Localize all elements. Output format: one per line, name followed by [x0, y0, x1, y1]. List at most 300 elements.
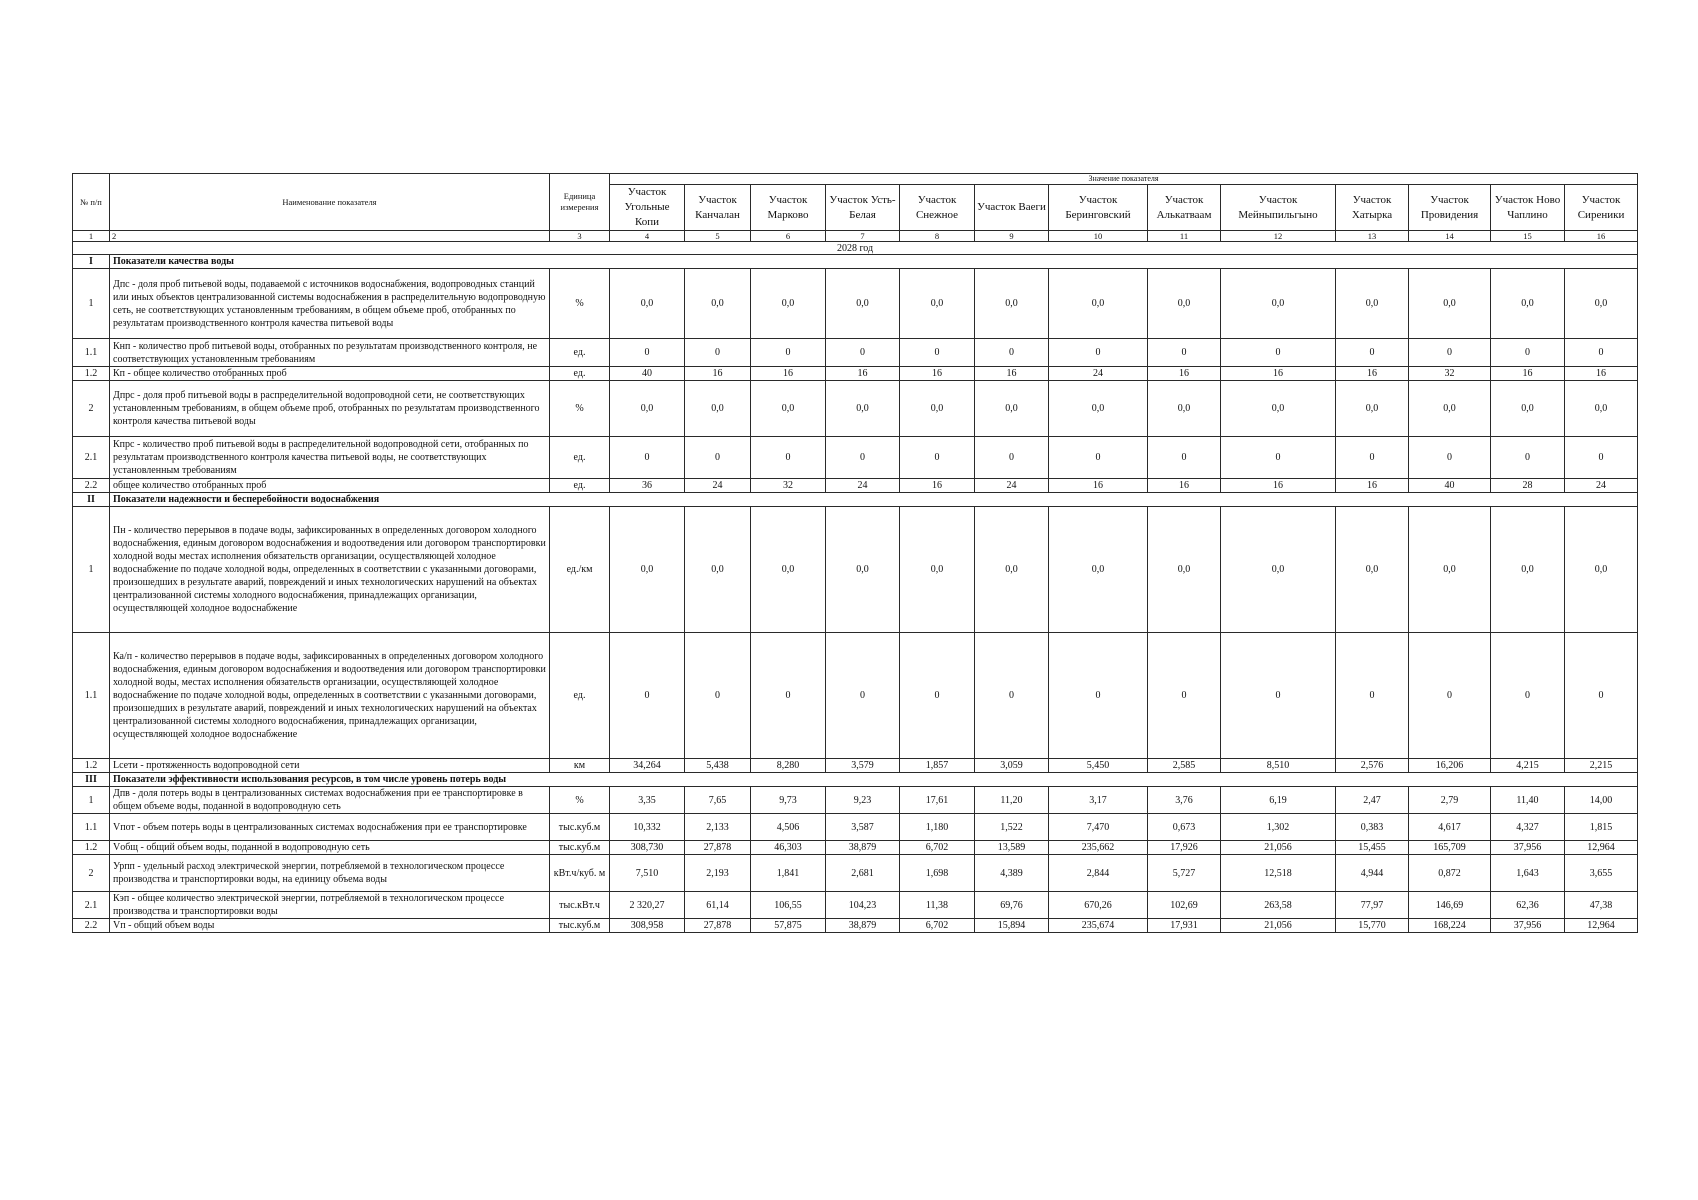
indicator-name: Дпс - доля проб питьевой воды, подаваемой с источников водоснабжения, водопроводных станций или иных объектов централизованной системы водоснабжения в распределительную водопроводную сеть, не соответствующих установленным требованиям, в общем объеме проб, отобранных по результатам производственного контроля качества питьевой воды — [110, 269, 550, 339]
indicator-name: общее количество отобранных проб — [110, 479, 550, 493]
header-unit: Единица измерения — [550, 174, 610, 231]
value-cell: 16,206 — [1409, 759, 1491, 773]
value-cell: 0 — [1565, 437, 1638, 479]
value-cell: 61,14 — [685, 892, 751, 919]
value-cell: 0,0 — [900, 269, 975, 339]
column-number: 4 — [610, 231, 685, 242]
indicator-name: Кп - общее количество отобранных проб — [110, 367, 550, 381]
value-cell: 16 — [751, 367, 826, 381]
row-number: 1 — [73, 507, 110, 633]
section-title: Показатели качества воды — [110, 255, 1638, 269]
value-cell: 3,76 — [1148, 787, 1221, 814]
column-header: Участок Усть-Белая — [826, 185, 900, 231]
value-cell: 37,956 — [1491, 919, 1565, 933]
value-cell: 1,815 — [1565, 814, 1638, 841]
value-cell: 27,878 — [685, 841, 751, 855]
value-cell: 16 — [1148, 479, 1221, 493]
value-cell: 24 — [1049, 367, 1148, 381]
value-cell: 0 — [1148, 437, 1221, 479]
value-cell: 0 — [1565, 633, 1638, 759]
column-number: 13 — [1336, 231, 1409, 242]
value-cell: 0,0 — [1491, 381, 1565, 437]
value-cell: 0,0 — [1148, 269, 1221, 339]
indicator-unit: кВт.ч/куб. м — [550, 855, 610, 892]
value-cell: 3,17 — [1049, 787, 1148, 814]
value-cell: 5,438 — [685, 759, 751, 773]
indicator-name: Дпрс - доля проб питьевой воды в распределительной водопроводной сети, не соответствующих установленным требованиям, в общем объеме проб, отобранных по результатам производственного контроля качества питьевой воды — [110, 381, 550, 437]
row-number: 1.1 — [73, 633, 110, 759]
value-cell: 28 — [1491, 479, 1565, 493]
value-cell: 0 — [1049, 437, 1148, 479]
column-number: 6 — [751, 231, 826, 242]
column-number: 15 — [1491, 231, 1565, 242]
table-row — [73, 841, 1638, 855]
value-cell: 4,506 — [751, 814, 826, 841]
value-cell: 12,964 — [1565, 841, 1638, 855]
value-cell: 1,522 — [975, 814, 1049, 841]
value-cell: 2,585 — [1148, 759, 1221, 773]
section-row — [73, 493, 1638, 507]
table-row — [73, 269, 1638, 339]
header-num: № п/п — [73, 174, 110, 231]
value-cell: 0,0 — [900, 381, 975, 437]
indicator-unit: тыс.куб.м — [550, 841, 610, 855]
value-cell: 0,0 — [751, 507, 826, 633]
column-header: Участок Беринговский — [1049, 185, 1148, 231]
value-cell: 0,0 — [1221, 381, 1336, 437]
column-number: 9 — [975, 231, 1049, 242]
value-cell: 0,0 — [1409, 507, 1491, 633]
value-cell: 0 — [1409, 437, 1491, 479]
value-cell: 0 — [900, 437, 975, 479]
value-cell: 17,926 — [1148, 841, 1221, 855]
indicator-name: Урпп - удельный расход электрической энергии, потребляемой в технологическом процессе производства и транспортировки воды, на единицу объема воды — [110, 855, 550, 892]
indicator-name: Vпот - объем потерь воды в централизованных системах водоснабжения при ее транспортировке — [110, 814, 550, 841]
value-cell: 0,0 — [685, 381, 751, 437]
value-cell: 102,69 — [1148, 892, 1221, 919]
value-cell: 0,0 — [1565, 507, 1638, 633]
value-cell: 0 — [751, 437, 826, 479]
value-cell: 36 — [610, 479, 685, 493]
value-cell: 0 — [826, 633, 900, 759]
value-cell: 263,58 — [1221, 892, 1336, 919]
value-cell: 7,65 — [685, 787, 751, 814]
value-cell: 168,224 — [1409, 919, 1491, 933]
value-cell: 146,69 — [1409, 892, 1491, 919]
value-cell: 21,056 — [1221, 841, 1336, 855]
value-cell: 2,47 — [1336, 787, 1409, 814]
indicator-name: Vп - общий объем воды — [110, 919, 550, 933]
value-cell: 16 — [1148, 367, 1221, 381]
value-cell: 0,0 — [1336, 507, 1409, 633]
indicator-unit: ед. — [550, 479, 610, 493]
table-row — [73, 814, 1638, 841]
value-cell: 1,302 — [1221, 814, 1336, 841]
value-cell: 0 — [685, 339, 751, 367]
indicator-unit: ед. — [550, 339, 610, 367]
value-cell: 1,857 — [900, 759, 975, 773]
value-cell: 235,662 — [1049, 841, 1148, 855]
value-cell: 16 — [900, 479, 975, 493]
value-cell: 670,26 — [1049, 892, 1148, 919]
value-cell: 0 — [1148, 339, 1221, 367]
indicator-unit: ед. — [550, 633, 610, 759]
value-cell: 7,510 — [610, 855, 685, 892]
value-cell: 0 — [685, 633, 751, 759]
value-cell: 3,587 — [826, 814, 900, 841]
value-cell: 0 — [685, 437, 751, 479]
table-row — [73, 855, 1638, 892]
indicator-name: Ка/п - количество перерывов в подаче воды, зафиксированных в определенных договором холодного водоснабжения, единым договором водоснабжения и водоотведения или договором транспортировки холодной воды, местах исполнения обязательств организации, осуществляющей холодное водоснабжение по подаче холодной воды, определенных в соответствии с указанными договорами, произошедших в результате аварий, повреждений и иных технологических нарушений на объектах централизованной системы холодного водоснабжения, принадлежащих организации, осуществляющей холодное водоснабжение — [110, 633, 550, 759]
column-number: 3 — [550, 231, 610, 242]
value-cell: 57,875 — [751, 919, 826, 933]
value-cell: 0 — [751, 339, 826, 367]
value-cell: 0,0 — [1049, 269, 1148, 339]
table-row — [73, 367, 1638, 381]
value-cell: 0,383 — [1336, 814, 1409, 841]
value-cell: 9,23 — [826, 787, 900, 814]
value-cell: 0 — [1336, 437, 1409, 479]
value-cell: 16 — [1491, 367, 1565, 381]
value-cell: 0,673 — [1148, 814, 1221, 841]
column-number: 14 — [1409, 231, 1491, 242]
value-cell: 12,964 — [1565, 919, 1638, 933]
value-cell: 0,0 — [1221, 269, 1336, 339]
indicators-table — [72, 173, 1638, 933]
value-cell: 0 — [1565, 339, 1638, 367]
value-cell: 0 — [975, 633, 1049, 759]
value-cell: 0,0 — [610, 381, 685, 437]
value-cell: 165,709 — [1409, 841, 1491, 855]
row-number: 1 — [73, 269, 110, 339]
value-cell: 16 — [1565, 367, 1638, 381]
row-number: 1.1 — [73, 814, 110, 841]
column-number: 2 — [110, 231, 550, 242]
value-cell: 0 — [610, 339, 685, 367]
section-row — [73, 773, 1638, 787]
table-row — [73, 919, 1638, 933]
value-cell: 1,643 — [1491, 855, 1565, 892]
year-label: 2028 год — [73, 242, 1638, 255]
value-cell: 16 — [1221, 479, 1336, 493]
value-cell: 0 — [975, 339, 1049, 367]
value-cell: 32 — [751, 479, 826, 493]
indicator-unit: тыс.кВт.ч — [550, 892, 610, 919]
value-cell: 1,698 — [900, 855, 975, 892]
column-header: Участок Ваеги — [975, 185, 1049, 231]
value-cell: 16 — [1336, 479, 1409, 493]
value-cell: 14,00 — [1565, 787, 1638, 814]
value-cell: 0,0 — [1491, 507, 1565, 633]
value-cell: 2,133 — [685, 814, 751, 841]
value-cell: 62,36 — [1491, 892, 1565, 919]
row-number: 1.2 — [73, 841, 110, 855]
value-cell: 34,264 — [610, 759, 685, 773]
value-cell: 0,0 — [1049, 381, 1148, 437]
column-number: 12 — [1221, 231, 1336, 242]
value-cell: 0,0 — [1409, 381, 1491, 437]
value-cell: 0,0 — [685, 507, 751, 633]
table-row — [73, 759, 1638, 773]
value-cell: 2,844 — [1049, 855, 1148, 892]
column-number: 5 — [685, 231, 751, 242]
value-cell: 15,770 — [1336, 919, 1409, 933]
value-cell: 11,40 — [1491, 787, 1565, 814]
row-number: 1.2 — [73, 759, 110, 773]
column-number: 11 — [1148, 231, 1221, 242]
value-cell: 3,35 — [610, 787, 685, 814]
table-row — [73, 437, 1638, 479]
value-cell: 0 — [975, 437, 1049, 479]
row-number: 2.2 — [73, 479, 110, 493]
row-number: 2.1 — [73, 437, 110, 479]
value-cell: 0,0 — [1148, 507, 1221, 633]
value-cell: 0 — [826, 437, 900, 479]
value-cell: 0 — [1409, 633, 1491, 759]
table-row — [73, 339, 1638, 367]
value-cell: 21,056 — [1221, 919, 1336, 933]
value-cell: 0,0 — [1491, 269, 1565, 339]
value-cell: 3,655 — [1565, 855, 1638, 892]
value-cell: 0,0 — [1221, 507, 1336, 633]
value-cell: 2,576 — [1336, 759, 1409, 773]
indicator-unit: тыс.куб.м — [550, 814, 610, 841]
section-number: I — [73, 255, 110, 269]
value-cell: 0,0 — [751, 269, 826, 339]
table-row — [73, 479, 1638, 493]
value-cell: 37,956 — [1491, 841, 1565, 855]
value-cell: 0,0 — [685, 269, 751, 339]
value-cell: 0 — [1336, 339, 1409, 367]
value-cell: 0,0 — [975, 269, 1049, 339]
value-cell: 11,20 — [975, 787, 1049, 814]
section-title: Показатели эффективности использования ресурсов, в том числе уровень потерь воды — [110, 773, 1638, 787]
value-cell: 24 — [975, 479, 1049, 493]
value-cell: 3,059 — [975, 759, 1049, 773]
value-cell: 0,0 — [975, 507, 1049, 633]
value-cell: 77,97 — [1336, 892, 1409, 919]
value-cell: 0,0 — [1148, 381, 1221, 437]
value-cell: 16 — [975, 367, 1049, 381]
row-number: 2 — [73, 855, 110, 892]
value-cell: 1,841 — [751, 855, 826, 892]
value-cell: 0 — [1148, 633, 1221, 759]
value-cell: 15,455 — [1336, 841, 1409, 855]
value-cell: 16 — [1049, 479, 1148, 493]
value-cell: 0,872 — [1409, 855, 1491, 892]
value-cell: 16 — [900, 367, 975, 381]
value-cell: 16 — [1336, 367, 1409, 381]
column-number: 16 — [1565, 231, 1638, 242]
value-cell: 0,0 — [1336, 381, 1409, 437]
value-cell: 0,0 — [610, 269, 685, 339]
value-cell: 46,303 — [751, 841, 826, 855]
value-cell: 0 — [1491, 633, 1565, 759]
indicator-unit: % — [550, 269, 610, 339]
row-number: 1.1 — [73, 339, 110, 367]
value-cell: 308,730 — [610, 841, 685, 855]
value-cell: 0 — [1491, 339, 1565, 367]
value-cell: 308,958 — [610, 919, 685, 933]
header-values: Значение показателя — [610, 174, 1638, 185]
value-cell: 0,0 — [1336, 269, 1409, 339]
value-cell: 0,0 — [975, 381, 1049, 437]
value-cell: 0 — [826, 339, 900, 367]
column-header: Участок Алькатваам — [1148, 185, 1221, 231]
value-cell: 2,193 — [685, 855, 751, 892]
value-cell: 40 — [1409, 479, 1491, 493]
indicator-name: Lсети - протяженность водопроводной сети — [110, 759, 550, 773]
value-cell: 15,894 — [975, 919, 1049, 933]
value-cell: 6,19 — [1221, 787, 1336, 814]
value-cell: 0 — [1221, 339, 1336, 367]
value-cell: 27,878 — [685, 919, 751, 933]
value-cell: 0,0 — [1049, 507, 1148, 633]
value-cell: 0 — [751, 633, 826, 759]
value-cell: 13,589 — [975, 841, 1049, 855]
indicator-name: Кэп - общее количество электрической энергии, потребляемой в технологическом процессе производства и транспортировки воды — [110, 892, 550, 919]
column-number: 10 — [1049, 231, 1148, 242]
indicator-unit: ед. — [550, 437, 610, 479]
value-cell: 0,0 — [826, 381, 900, 437]
value-cell: 235,674 — [1049, 919, 1148, 933]
table-row — [73, 381, 1638, 437]
column-header: Участок Сиреники — [1565, 185, 1638, 231]
value-cell: 4,389 — [975, 855, 1049, 892]
column-number-row — [73, 231, 1638, 242]
value-cell: 0 — [610, 633, 685, 759]
column-header: Участок Ново Чаплино — [1491, 185, 1565, 231]
value-cell: 17,931 — [1148, 919, 1221, 933]
indicator-name: Пн - количество перерывов в подаче воды, зафиксированных в определенных договором холодного водоснабжения, единым договором водоснабжения и водоотведения или договором транспортировки холодной воды местах исполнения обязательств организации, осуществляющей холодное водоснабжение по подаче холодной воды, определенных в соответствии с указанными договорами, произошедших в результате аварий, повреждений и иных технологических нарушений на объектах централизованной системы холодного водоснабжения, принадлежащих организации, осуществляющей холодное водоснабжение — [110, 507, 550, 633]
section-number: II — [73, 493, 110, 507]
column-header: Участок Марково — [751, 185, 826, 231]
value-cell: 4,215 — [1491, 759, 1565, 773]
indicator-name: Дпв - доля потерь воды в централизованных системах водоснабжения при ее транспортировке в общем объеме воды, поданной в водопроводную сеть — [110, 787, 550, 814]
value-cell: 16 — [1221, 367, 1336, 381]
value-cell: 0 — [1221, 437, 1336, 479]
indicator-name: Кпрс - количество проб питьевой воды в распределительной водопроводной сети, отобранных по результатам производственного контроля качества питьевой воды, не соответствующих установленным требованиям — [110, 437, 550, 479]
value-cell: 69,76 — [975, 892, 1049, 919]
indicator-unit: % — [550, 787, 610, 814]
value-cell: 24 — [685, 479, 751, 493]
value-cell: 10,332 — [610, 814, 685, 841]
value-cell: 16 — [685, 367, 751, 381]
column-header: Участок Провидения — [1409, 185, 1491, 231]
table-row — [73, 787, 1638, 814]
value-cell: 0 — [900, 633, 975, 759]
value-cell: 2 320,27 — [610, 892, 685, 919]
row-number: 2.1 — [73, 892, 110, 919]
header-name: Наименование показателя — [110, 174, 550, 231]
value-cell: 32 — [1409, 367, 1491, 381]
value-cell: 38,879 — [826, 841, 900, 855]
indicator-unit: тыс.куб.м — [550, 919, 610, 933]
section-title: Показатели надежности и бесперебойности водоснабжения — [110, 493, 1638, 507]
value-cell: 12,518 — [1221, 855, 1336, 892]
value-cell: 38,879 — [826, 919, 900, 933]
value-cell: 0 — [1049, 633, 1148, 759]
value-cell: 4,617 — [1409, 814, 1491, 841]
value-cell: 4,327 — [1491, 814, 1565, 841]
value-cell: 17,61 — [900, 787, 975, 814]
value-cell: 0,0 — [826, 269, 900, 339]
value-cell: 106,55 — [751, 892, 826, 919]
indicator-name: Кнп - количество проб питьевой воды, отобранных по результатам производственного контроля, не соответствующих установленным требованиям — [110, 339, 550, 367]
value-cell: 0 — [1221, 633, 1336, 759]
indicator-unit: ед. — [550, 367, 610, 381]
indicator-unit: % — [550, 381, 610, 437]
value-cell: 0,0 — [1565, 269, 1638, 339]
row-number: 2 — [73, 381, 110, 437]
section-number: III — [73, 773, 110, 787]
value-cell: 5,727 — [1148, 855, 1221, 892]
section-row — [73, 255, 1638, 269]
value-cell: 0 — [1409, 339, 1491, 367]
column-number: 7 — [826, 231, 900, 242]
indicator-unit: ед./км — [550, 507, 610, 633]
value-cell: 0 — [1049, 339, 1148, 367]
value-cell: 2,215 — [1565, 759, 1638, 773]
table-body — [73, 174, 1638, 933]
row-number: 1.2 — [73, 367, 110, 381]
value-cell: 0 — [900, 339, 975, 367]
value-cell: 2,79 — [1409, 787, 1491, 814]
value-cell: 24 — [1565, 479, 1638, 493]
value-cell: 0 — [1491, 437, 1565, 479]
column-header: Участок Канчалан — [685, 185, 751, 231]
value-cell: 7,470 — [1049, 814, 1148, 841]
value-cell: 104,23 — [826, 892, 900, 919]
row-number: 2.2 — [73, 919, 110, 933]
value-cell: 4,944 — [1336, 855, 1409, 892]
column-header: Участок Снежное — [900, 185, 975, 231]
indicator-unit: км — [550, 759, 610, 773]
value-cell: 0,0 — [900, 507, 975, 633]
column-header: Участок Хатырка — [1336, 185, 1409, 231]
value-cell: 0,0 — [1409, 269, 1491, 339]
column-header: Участок Мейныпильгыно — [1221, 185, 1336, 231]
table-row — [73, 507, 1638, 633]
value-cell: 0,0 — [1565, 381, 1638, 437]
value-cell: 40 — [610, 367, 685, 381]
row-number: 1 — [73, 787, 110, 814]
value-cell: 0 — [610, 437, 685, 479]
value-cell: 2,681 — [826, 855, 900, 892]
value-cell: 6,702 — [900, 841, 975, 855]
value-cell: 0,0 — [610, 507, 685, 633]
value-cell: 1,180 — [900, 814, 975, 841]
value-cell: 11,38 — [900, 892, 975, 919]
table-row — [73, 892, 1638, 919]
value-cell: 8,280 — [751, 759, 826, 773]
value-cell: 9,73 — [751, 787, 826, 814]
column-number: 8 — [900, 231, 975, 242]
value-cell: 8,510 — [1221, 759, 1336, 773]
indicator-name: Vобщ - общий объем воды, поданной в водопроводную сеть — [110, 841, 550, 855]
value-cell: 47,38 — [1565, 892, 1638, 919]
value-cell: 16 — [826, 367, 900, 381]
column-header: Участок Угольные Копи — [610, 185, 685, 231]
value-cell: 24 — [826, 479, 900, 493]
value-cell: 5,450 — [1049, 759, 1148, 773]
value-cell: 3,579 — [826, 759, 900, 773]
value-cell: 6,702 — [900, 919, 975, 933]
table-row — [73, 633, 1638, 759]
value-cell: 0,0 — [751, 381, 826, 437]
column-number: 1 — [73, 231, 110, 242]
value-cell: 0,0 — [826, 507, 900, 633]
